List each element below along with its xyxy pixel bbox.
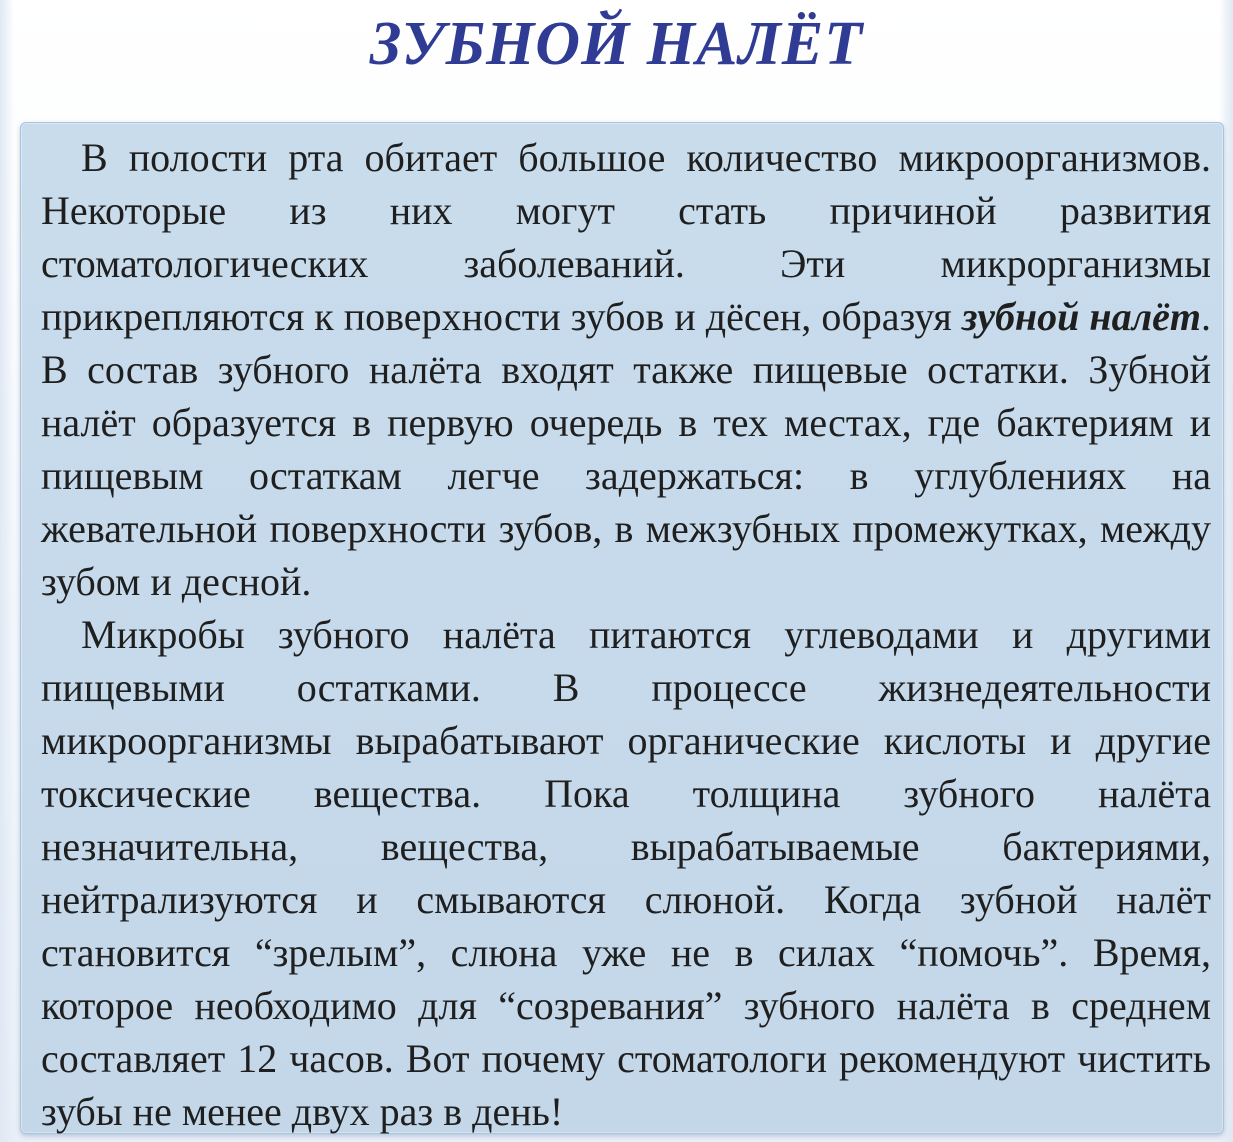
paragraph-2: Микробы зубного налёта питаются углеводами и другими пищевыми остатками. В процессе жизнедеятельности микроорганизмы вырабатывают органические кислоты и другие токсические вещества. Пока толщина зубного налёта незначительна, вещества, вырабатываемые бактериями, нейтрализуются и смываются слюной. Когда зубной налёт становится “зрелым”, слюна уже не в силах “помочь”. Время, которое необходимо для “созревания” зубного налёта в среднем составляет 12 часов. Вот почему стоматологи рекомендуют чистить зубы не менее двух раз в день! [41, 612, 1211, 1134]
paragraph-1-after: . В состав зубного налёта входят также пищевые остатки. Зубной налёт образуется в первую очередь в тех местах, где бактериям и пищевым остаткам легче задержаться: в углублениях на жевательной поверхности зубов, в межзубных промежутках, между зубом и десной. [41, 294, 1211, 604]
paragraph-1 [41, 131, 1211, 608]
left-edge-shade [0, 0, 14, 1142]
paragraph-1-before: В полости рта обитает большое количество микроорганизмов. Некоторые из них могут стать причиной развития стоматологических заболеваний. Эти микрорганизмы прикрепляются к поверхности зубов и дёсен, образуя [41, 135, 1211, 339]
text-panel [20, 122, 1224, 1134]
key-term: зубной налёт [961, 294, 1201, 339]
page-title: ЗУБНОЙ НАЛЁТ [369, 10, 864, 78]
